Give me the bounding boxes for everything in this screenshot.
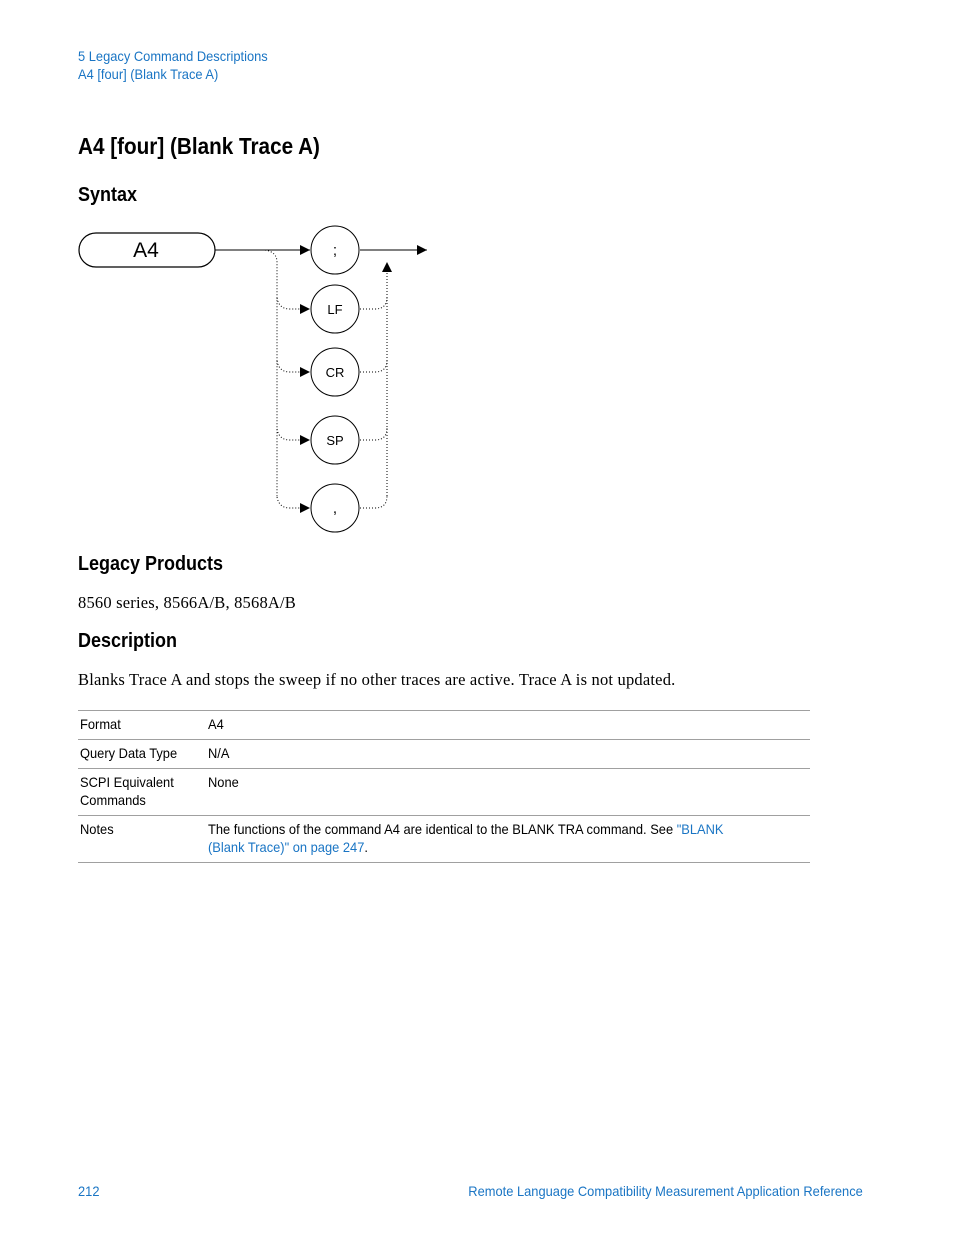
page-number: 212 (78, 1183, 100, 1199)
branch-arrow-comma (277, 497, 310, 508)
terminator-comma (311, 484, 359, 532)
return-lf (360, 297, 387, 309)
command-box (79, 233, 215, 267)
syntax-diagram (0, 0, 954, 560)
command-label: A4 (133, 239, 159, 262)
terminator-lf (311, 285, 359, 333)
table-value: N/A (208, 745, 230, 761)
svg-text:CR: CR (325, 365, 345, 380)
description-heading: Description (78, 630, 178, 652)
table-value: None (208, 774, 239, 790)
table-label: Query Data Type (80, 745, 178, 761)
notes-text: The functions of the command A4 are identical to the BLANK TRA command. See (208, 821, 677, 837)
table-label: Format (80, 716, 121, 732)
table-label: SCPI Equivalent Commands (80, 774, 174, 808)
breadcrumb-section[interactable]: A4 [four] (Blank Trace A) (78, 66, 219, 82)
properties-table (78, 710, 810, 863)
blank-trace-link[interactable]: "BLANK (Blank Trace)" on page 247 (208, 821, 724, 855)
table-value (206, 816, 810, 863)
legacy-products-heading: Legacy Products (78, 553, 224, 575)
branch-arrow-cr (277, 361, 310, 372)
syntax-heading: Syntax (78, 184, 138, 206)
page-title: A4 [four] (Blank Trace A) (78, 133, 320, 159)
svg-text:LF: LF (327, 302, 343, 317)
branch-arrow-lf (277, 298, 310, 309)
notes-suffix: . (364, 839, 368, 855)
branch-left-line (265, 250, 277, 498)
terminator-sp (311, 416, 359, 464)
svg-text:SP: SP (326, 433, 344, 448)
return-sp (360, 428, 387, 440)
legacy-products-text: 8560 series, 8566A/B, 8568A/B (78, 593, 297, 612)
table-row (78, 769, 810, 816)
svg-text:,: , (332, 500, 338, 517)
breadcrumb-chapter[interactable]: 5 Legacy Command Descriptions (78, 48, 268, 64)
terminator-cr (311, 348, 359, 396)
table-value: A4 (208, 716, 224, 732)
description-text: Blanks Trace A and stops the sweep if no other traces are active. Trace A is not updated. (78, 670, 676, 689)
table-label: Notes (80, 821, 114, 837)
terminator-semicolon (311, 226, 359, 274)
table-row (78, 740, 810, 769)
return-cr (360, 360, 387, 372)
table-row (78, 711, 810, 740)
table-row (78, 816, 810, 863)
return-comma (360, 496, 387, 508)
branch-arrow-sp (277, 429, 310, 440)
footer-doc-title: Remote Language Compatibility Measurement Application Reference (468, 1183, 863, 1199)
svg-text:;: ; (332, 242, 338, 259)
